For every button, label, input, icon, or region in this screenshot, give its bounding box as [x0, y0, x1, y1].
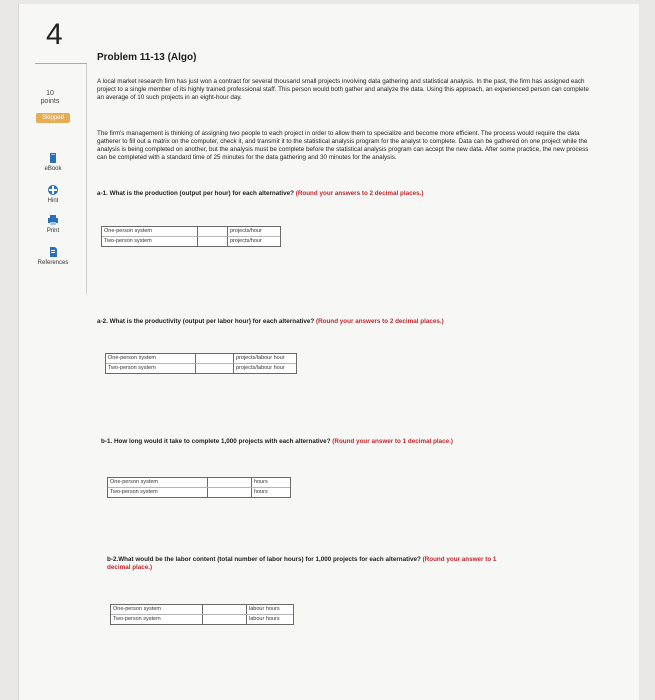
hint-label: Hint — [47, 198, 59, 204]
answer-input-a2-two-person[interactable] — [196, 364, 234, 373]
answer-input-a1-one-person[interactable] — [198, 227, 228, 236]
unit-label: hours — [254, 489, 268, 495]
table-row — [111, 605, 293, 615]
question-a1 — [97, 190, 423, 198]
references-label: References — [37, 260, 69, 266]
question-b2-instruction-cont: decimal place.) — [107, 564, 153, 571]
answer-input-b1-two-person[interactable] — [208, 488, 252, 497]
question-a1-text: a-1. What is the production (output per hour) for each alternative? — [97, 190, 294, 197]
unit-label: projects/hour — [230, 228, 262, 234]
question-number: 4 — [46, 18, 63, 51]
question-a2 — [97, 318, 444, 326]
row-label: Two-person system — [111, 615, 203, 624]
answer-input-a1-two-person[interactable] — [198, 237, 228, 246]
ebook-label: eBook — [44, 166, 62, 172]
divider — [86, 64, 87, 294]
table-row — [106, 364, 296, 373]
answer-table-b2 — [110, 604, 294, 625]
question-b1-instruction: (Round your answer to 1 decimal place.) — [332, 438, 454, 445]
row-label: Two-person system — [108, 488, 208, 497]
points-indicator — [30, 90, 70, 106]
points-value: 10 — [46, 90, 54, 97]
print-label: Print — [46, 228, 60, 234]
print-button[interactable] — [30, 214, 76, 234]
question-b2-text: b-2.What would be the labor content (total number of labor hours) for 1,000 projects for each alternative? — [107, 556, 421, 563]
unit-label: hours — [254, 479, 268, 485]
references-icon — [47, 246, 59, 258]
unit-label: projects/hour — [230, 238, 262, 244]
status-badge: Skipped — [36, 113, 70, 123]
unit-label: projects/labour hour — [236, 355, 285, 361]
book-icon — [47, 152, 59, 164]
print-icon — [47, 214, 59, 226]
hint-icon — [47, 184, 59, 196]
points-label: points — [40, 98, 60, 105]
second-paragraph: The firm's management is thinking of assigning two people to each project in order to allow them to specialize and become more efficient. The process would require the data gatherer to fill out a matrix on the computer, check it, and transmit it to the statistical analysis program for the analyst to complete. Data can be gathered on one project while the analysis is being completed on another, but the analysis must be complete before the statistical analysis program can accept the new data. After some practice, the new process can be completed with a standard time of 25 minutes for the data gathering and 30 minutes for the analysis. — [97, 130, 589, 161]
question-b2-instruction: (Round your answer to 1 — [422, 556, 497, 563]
references-button[interactable] — [30, 246, 76, 266]
question-a1-instruction: (Round your answers to 2 decimal places.) — [295, 190, 424, 197]
unit-label: labour hours — [249, 606, 280, 612]
row-label: One-person system — [106, 354, 196, 363]
question-b2 — [107, 556, 496, 572]
answer-input-b2-one-person[interactable] — [203, 605, 247, 614]
table-row — [111, 615, 293, 624]
table-row — [102, 237, 280, 246]
answer-table-a1 — [101, 226, 281, 247]
question-a2-instruction: (Round your answers to 2 decimal places.) — [316, 318, 444, 325]
question-a2-text: a-2. What is the productivity (output per labor hour) for each alternative? — [97, 318, 315, 325]
answer-input-a2-one-person[interactable] — [196, 354, 234, 363]
unit-label: projects/labour hour — [236, 365, 285, 371]
row-label: Two-person system — [106, 364, 196, 373]
problem-title: Problem 11-13 (Algo) — [97, 52, 197, 63]
table-row — [106, 354, 296, 364]
question-b1-text: b-1. How long would it take to complete 1,000 projects with each alternative? — [101, 438, 331, 445]
answer-input-b1-one-person[interactable] — [208, 478, 252, 487]
hint-button[interactable] — [30, 184, 76, 204]
row-label: Two-person system — [102, 237, 198, 246]
answer-table-b1 — [107, 477, 291, 498]
table-row — [108, 478, 290, 488]
answer-input-b2-two-person[interactable] — [203, 615, 247, 624]
unit-label: labour hours — [249, 616, 280, 622]
intro-paragraph: A local market research firm has just won a contract for several thousand small projects involving data gathering and statistical analysis. In the past, the firm has assigned each project to a single member of its highly trained professional staff. This person would both gather and analyze the data. Using this approach, an experienced person can complete an average of 10 such projects in an eight-hour day. — [97, 78, 589, 101]
row-label: One-person system — [108, 478, 208, 487]
divider — [35, 63, 87, 64]
table-row — [108, 488, 290, 497]
row-label: One-person system — [111, 605, 203, 614]
question-b1 — [101, 438, 453, 446]
table-row — [102, 227, 280, 237]
ebook-button[interactable] — [30, 152, 76, 172]
question-page — [18, 4, 639, 700]
answer-table-a2 — [105, 353, 297, 374]
row-label: One-person system — [102, 227, 198, 236]
